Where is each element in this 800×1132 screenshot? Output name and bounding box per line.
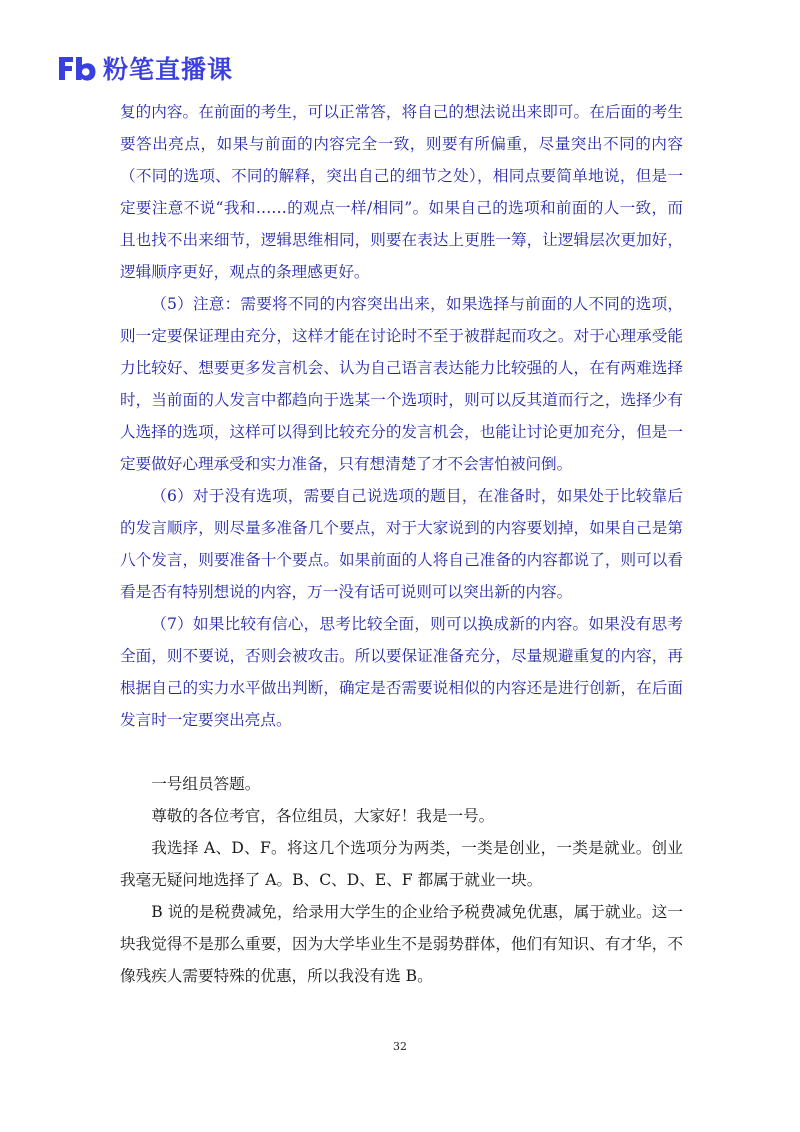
paragraph-continuation: 复的内容。在前面的考生，可以正常答，将自己的想法说出来即可。在后面的考生要答出亮点，如果与前面的内容完全一致，则要有所偏重，尽量突出不同的内容（不同的选项、不同的解释，突出自己的细节之处），相同点要简单地说，但是一定要注意不说“我和……的观点一样/相同”。如果自己的选项和前面的人一致，而且也找不出来细节，逻辑思维相同，则要在表达上更胜一筹，让逻辑层次更加好，逻辑顺序更好，观点的条理感更好。 xyxy=(120,103,683,281)
paragraph-tip-5: （5）注意：需要将不同的内容突出出来，如果选择与前面的人不同的选项，则一定要保证理由充分，这样才能在讨论时不至于被群起而攻之。对于心理承受能力比较好、想要更多发言机会、认为自己语言表达能力比较强的人，在有两难选择时，当前面的人发言中都趋向于选某一个选项时，则可以反其道而行之，选择少有人选择的选项，这样可以得到比较充分的发言机会，也能让讨论更加充分，但是一定要做好心理承受和实力准备，只有想清楚了才不会害怕被问倒。 xyxy=(120,295,683,473)
answer-paragraph-greeting: 尊敬的各位考官，各位组员，大家好！我是一号。 xyxy=(151,807,495,825)
page-header xyxy=(57,50,233,86)
page-number: 32 xyxy=(393,1040,407,1053)
brand-name: 粉笔直播课 xyxy=(103,55,234,84)
answer-paragraph-option-b: B 说的是税费减免，给录用大学生的企业给予税费减免优惠，属于就业。这一块我觉得不是那么重要，因为大学毕业生不是弱势群体，他们有知识、有才华，不像残疾人需要特殊的优惠，所以我没有选 B。 xyxy=(120,903,683,985)
answer-heading: 一号组员答题。 xyxy=(151,775,261,793)
paragraph-tip-7: （7）如果比较有信心，思考比较全面，则可以换成新的内容。如果没有思考全面，则不要说，否则会被攻击。所以要保证准备充分，尽量规避重复的内容，再根据自己的实力水平做出判断，确定是否需要说相似的内容还是进行创新，在后面发言时一定要突出亮点。 xyxy=(120,615,683,729)
fenbi-logo-icon xyxy=(57,53,97,83)
document-body xyxy=(120,96,683,992)
answer-paragraph-choice: 我选择 A、D、F。将这几个选项分为两类，一类是创业，一类是就业。创业我毫无疑问地选择了 A。B、C、D、E、F 都属于就业一块。 xyxy=(120,839,683,889)
paragraph-tip-6: （6）对于没有选项，需要自己说选项的题目，在准备时，如果处于比较靠后的发言顺序，则尽量多准备几个要点，对于大家说到的内容要划掉，如果自己是第八个发言，则要准备十个要点。如果前面的人将自己准备的内容都说了，则可以看看是否有特别想说的内容，万一没有话可说则可以突出新的内容。 xyxy=(120,487,683,601)
